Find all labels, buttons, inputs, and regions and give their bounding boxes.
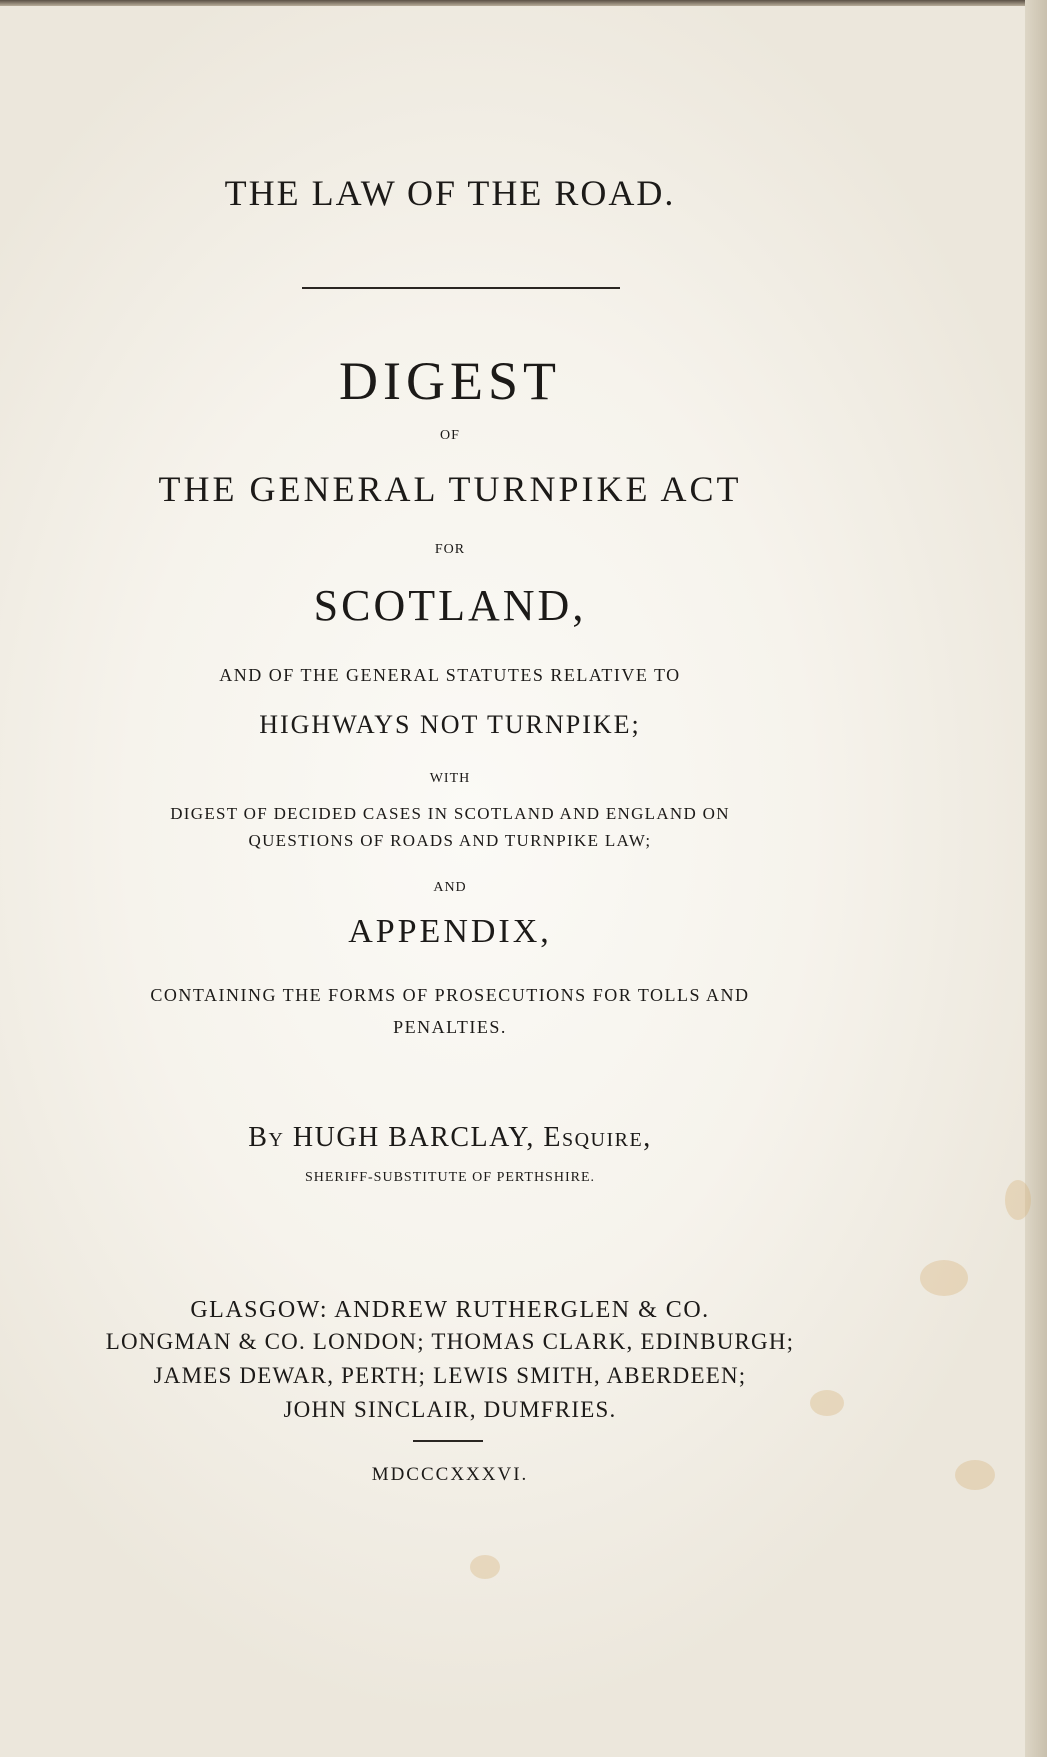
- imprint-rule: [413, 1440, 483, 1442]
- foxing-spot: [920, 1260, 968, 1296]
- page-right-edge: [1025, 0, 1047, 1757]
- author-name: HUGH BARCLAY,: [292, 1122, 535, 1153]
- foxing-spot: [470, 1555, 500, 1579]
- country-title: SCOTLAND,: [313, 581, 587, 630]
- foxing-spot: [955, 1460, 995, 1490]
- containing-line-1: CONTAINING THE FORMS OF PROSECUTIONS FOR TOLLS AND: [150, 985, 750, 1005]
- imprint-line-2: LONGMAN & CO. LONDON; THOMAS CLARK, EDINBURGH;: [105, 1329, 795, 1354]
- main-title: DIGEST: [339, 351, 561, 411]
- author-office: SHERIFF-SUBSTITUTE OF PERTHSHIRE.: [304, 1170, 596, 1185]
- title-connector-for: FOR: [434, 542, 466, 557]
- imprint-year: MDCCCXXXVI.: [371, 1464, 529, 1485]
- author-line: [0, 1122, 900, 1154]
- imprint-line-1: GLASGOW: ANDREW RUTHERGLEN & CO.: [190, 1297, 710, 1323]
- title-connector-with: WITH: [429, 771, 471, 786]
- title-connector-of: OF: [440, 428, 460, 443]
- containing-line-2: PENALTIES.: [393, 1017, 507, 1037]
- cases-line-1: DIGEST OF DECIDED CASES IN SCOTLAND AND ENGLAND ON: [170, 804, 730, 823]
- series-title: THE LAW OF THE ROAD.: [224, 173, 676, 213]
- title-connector-and: AND: [433, 880, 467, 895]
- subject-title: THE GENERAL TURNPIKE ACT: [158, 469, 742, 509]
- foxing-spot: [1005, 1180, 1031, 1220]
- imprint-line-3: JAMES DEWAR, PERTH; LEWIS SMITH, ABERDEEN;: [153, 1363, 747, 1388]
- page-top-edge: [0, 0, 1047, 6]
- title-rule: [302, 287, 620, 289]
- author-honorific: Esquire,: [543, 1122, 652, 1153]
- highways-line: HIGHWAYS NOT TURNPIKE;: [259, 710, 641, 739]
- statutes-line: AND OF THE GENERAL STATUTES RELATIVE TO: [219, 665, 681, 685]
- appendix-title: APPENDIX,: [348, 913, 552, 950]
- imprint-line-4: JOHN SINCLAIR, DUMFRIES.: [283, 1397, 617, 1422]
- cases-line-2: QUESTIONS OF ROADS AND TURNPIKE LAW;: [248, 831, 652, 850]
- author-by: By: [248, 1122, 285, 1153]
